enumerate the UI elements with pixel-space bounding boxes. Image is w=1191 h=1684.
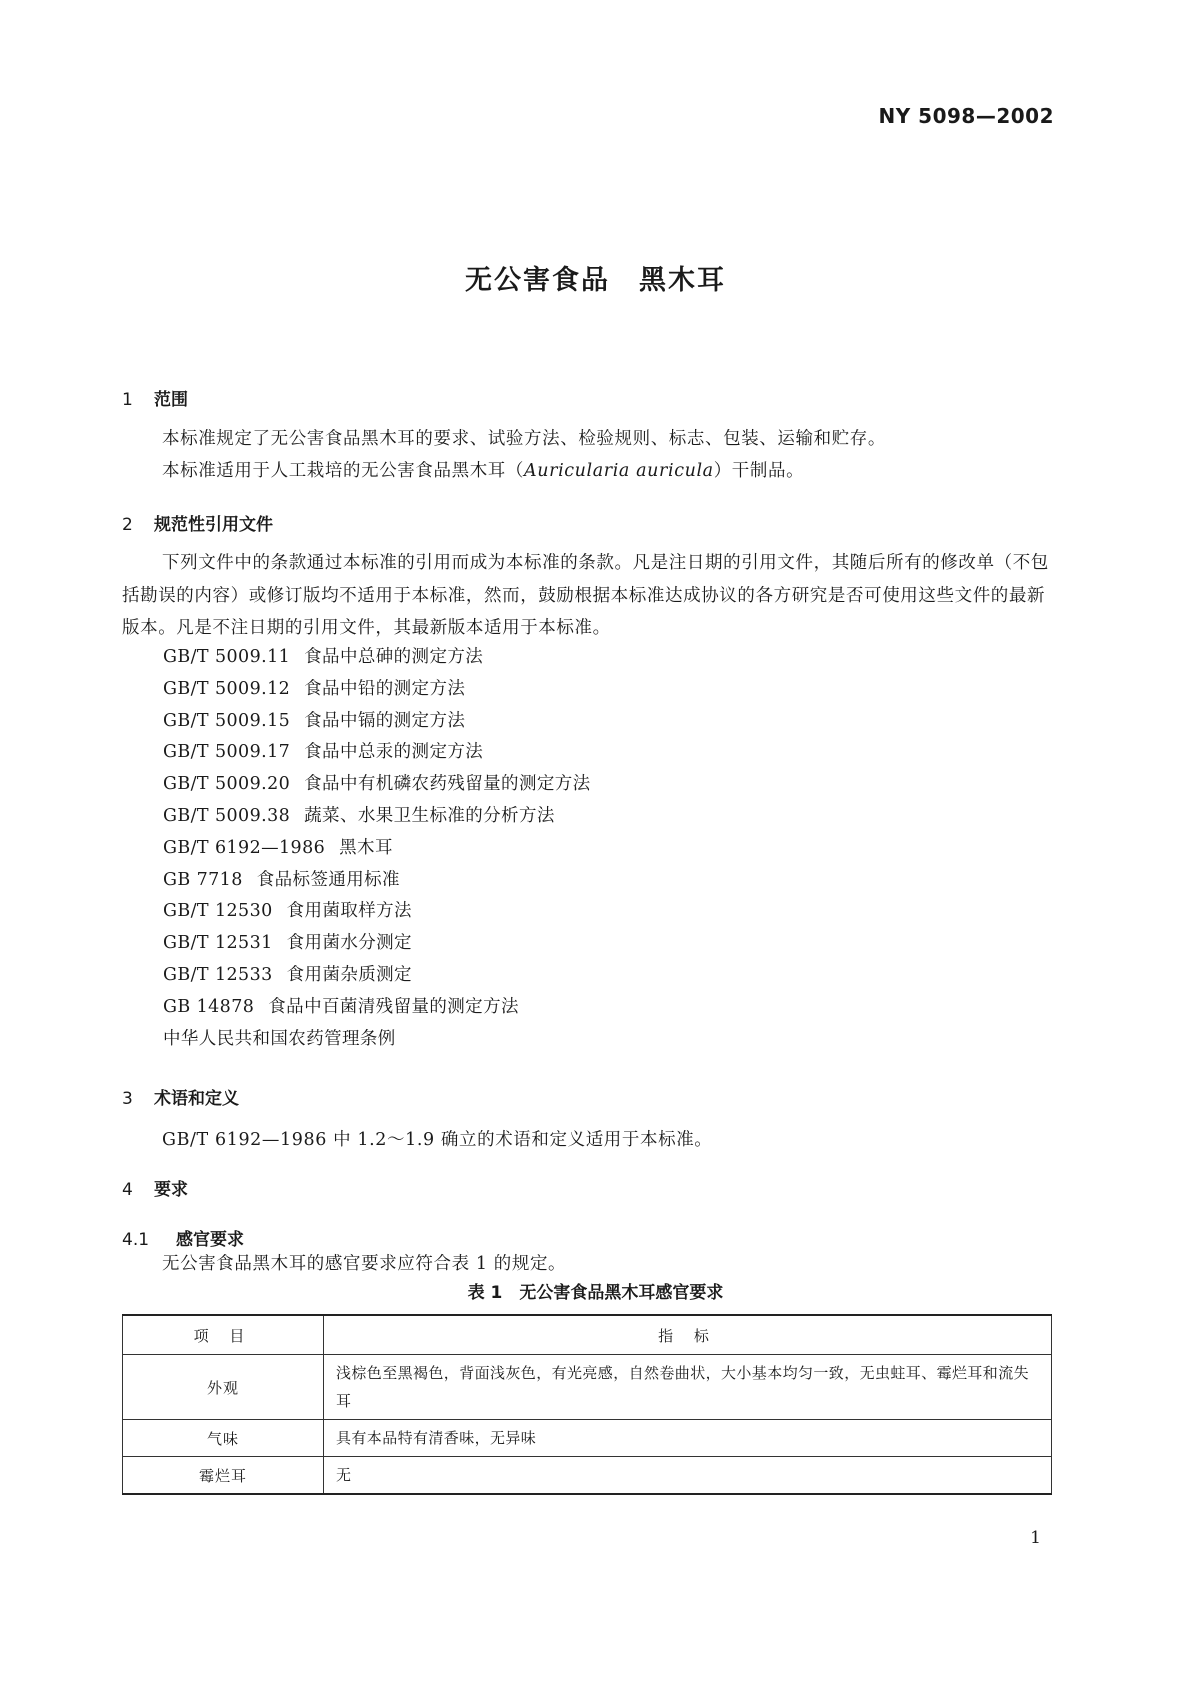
reference-code: GB/T 5009.17 bbox=[163, 742, 291, 763]
reference-list bbox=[163, 643, 591, 1056]
subsection-title: 感官要求 bbox=[176, 1230, 244, 1250]
reference-name: 食品中总汞的测定方法 bbox=[304, 742, 484, 763]
section-3-paragraph: GB/T 6192—1986 中 1.2～1.9 确立的术语和定义适用于本标准。 bbox=[162, 1130, 713, 1150]
row-value: 浅棕色至黑褐色，背面浅灰色，有光亮感，自然卷曲状，大小基本均匀一致，无虫蛀耳、霉烂耳和流失耳 bbox=[324, 1355, 1052, 1420]
section-title: 规范性引用文件 bbox=[154, 515, 273, 535]
reference-code: GB/T 12533 bbox=[163, 964, 273, 985]
section-number: 4 bbox=[122, 1180, 133, 1200]
reference-name: 食品中百菌清残留量的测定方法 bbox=[268, 996, 519, 1017]
section-title: 要求 bbox=[154, 1180, 188, 1200]
section-4-1-heading bbox=[122, 1225, 244, 1250]
reference-item bbox=[163, 675, 591, 707]
section-title: 范围 bbox=[154, 390, 188, 410]
table-header-row bbox=[123, 1315, 1052, 1355]
reference-code: GB/T 12531 bbox=[163, 933, 273, 954]
reference-item bbox=[163, 834, 591, 866]
page-number: 1 bbox=[1030, 1528, 1041, 1548]
scope-text-after: ）干制品。 bbox=[713, 461, 805, 481]
header-index: 指 标 bbox=[324, 1315, 1052, 1355]
reference-name: 蔬菜、水果卫生标准的分析方法 bbox=[304, 805, 555, 826]
reference-item bbox=[163, 802, 591, 834]
reference-item bbox=[163, 961, 591, 993]
reference-code: GB/T 5009.11 bbox=[163, 647, 291, 667]
reference-name: 食品中总砷的测定方法 bbox=[304, 647, 484, 667]
section-4-1-paragraph: 无公害食品黑木耳的感官要求应符合表 1 的规定。 bbox=[162, 1254, 567, 1274]
section-2-heading bbox=[122, 510, 273, 535]
section-1-paragraph-1: 本标准规定了无公害食品黑木耳的要求、试验方法、检验规则、标志、包装、运输和贮存。 bbox=[162, 429, 886, 449]
reference-code: GB 14878 bbox=[163, 996, 255, 1017]
section-2-intro: 下列文件中的条款通过本标准的引用而成为本标准的条款。凡是注日期的引用文件，其随后所有的修改单（不包括勘误的内容）或修订版均不适用于本标准，然而，鼓励根据本标准达成协议的各方研究是否可使用这些文件的最新版本。凡是不注日期的引用文件，其最新版本适用于本标准。 bbox=[122, 553, 1049, 638]
reference-item bbox=[163, 738, 591, 770]
row-item: 气味 bbox=[123, 1420, 324, 1457]
reference-name: 食用菌杂质测定 bbox=[286, 964, 412, 985]
reference-name: 食用菌取样方法 bbox=[286, 901, 412, 922]
section-number: 2 bbox=[122, 515, 133, 535]
reference-item bbox=[163, 866, 591, 898]
row-value: 具有本品特有清香味，无异味 bbox=[324, 1420, 1052, 1457]
section-1-heading bbox=[122, 385, 188, 410]
reference-item bbox=[163, 993, 591, 1025]
reference-code: GB/T 5009.38 bbox=[163, 805, 291, 826]
reference-code: GB/T 5009.15 bbox=[163, 710, 291, 731]
reference-item bbox=[163, 707, 591, 739]
section-number: 1 bbox=[122, 390, 133, 410]
table-row bbox=[123, 1420, 1052, 1457]
standard-code: NY 5098—2002 bbox=[878, 104, 1054, 128]
reference-name: 食品中有机磷农药残留量的测定方法 bbox=[304, 774, 591, 795]
reference-item bbox=[163, 897, 591, 929]
reference-name: 黑木耳 bbox=[339, 837, 393, 858]
reference-code: GB/T 6192—1986 bbox=[163, 837, 326, 858]
scope-text-before: 本标准适用于人工栽培的无公害食品黑木耳（ bbox=[162, 461, 524, 481]
reference-name: 食品中铅的测定方法 bbox=[304, 678, 466, 699]
table-caption: 表 1 无公害食品黑木耳感官要求 bbox=[467, 1283, 724, 1303]
row-value: 无 bbox=[324, 1457, 1052, 1495]
section-3-heading bbox=[122, 1084, 239, 1109]
document-title: 无公害食品 黑木耳 bbox=[465, 265, 726, 296]
reference-code: GB/T 12530 bbox=[163, 901, 273, 922]
reference-name: 食用菌水分测定 bbox=[286, 933, 412, 954]
reference-item bbox=[163, 929, 591, 961]
latin-name: Auricularia auricula bbox=[524, 461, 714, 481]
reference-code: GB/T 5009.12 bbox=[163, 678, 291, 699]
reference-code: GB/T 5009.20 bbox=[163, 774, 291, 795]
section-4-heading bbox=[122, 1175, 188, 1200]
section-title: 术语和定义 bbox=[154, 1089, 239, 1109]
reference-name: 食品中镉的测定方法 bbox=[304, 710, 466, 731]
reference-item bbox=[163, 643, 591, 675]
row-item: 霉烂耳 bbox=[123, 1457, 324, 1495]
sensory-requirements-table bbox=[122, 1314, 1052, 1495]
reference-code: GB 7718 bbox=[163, 869, 243, 890]
table-row bbox=[123, 1457, 1052, 1495]
header-item: 项 目 bbox=[123, 1315, 324, 1355]
subsection-number: 4.1 bbox=[122, 1230, 150, 1250]
row-item: 外观 bbox=[123, 1355, 324, 1420]
table-row bbox=[123, 1355, 1052, 1420]
reference-regulation: 中华人民共和国农药管理条例 bbox=[163, 1028, 396, 1049]
reference-name: 食品标签通用标准 bbox=[256, 869, 400, 890]
section-1-paragraph-2 bbox=[122, 455, 1052, 487]
section-number: 3 bbox=[122, 1089, 133, 1109]
reference-item bbox=[163, 770, 591, 802]
